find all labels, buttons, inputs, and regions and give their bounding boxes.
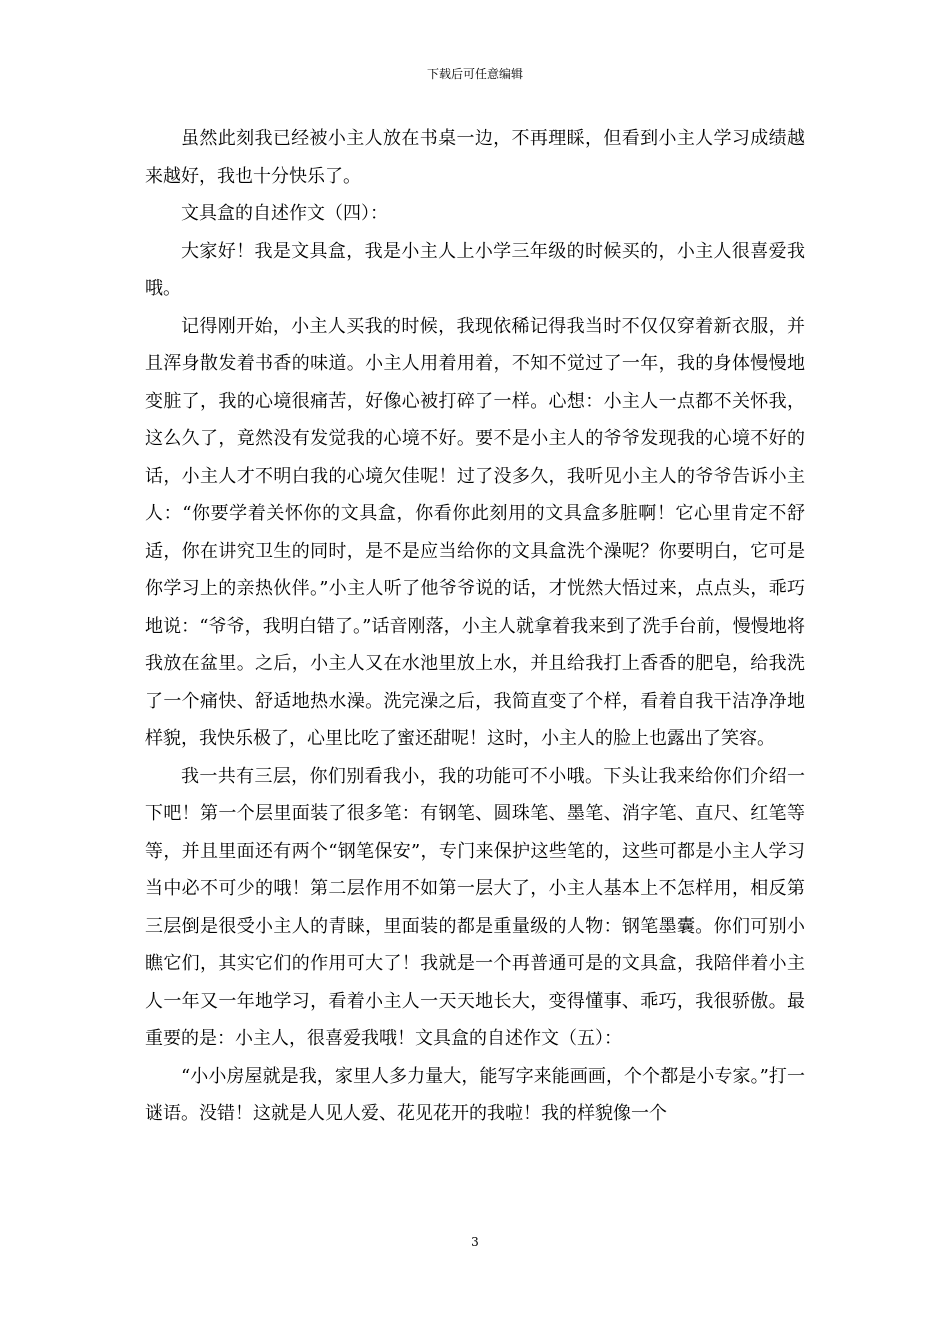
paragraph: 大家好！我是文具盒，我是小主人上小学三年级的时候买的，小主人很喜爱我哦。 [145, 240, 805, 299]
paragraph: 虽然此刻我已经被小主人放在书桌一边，不再理睬，但看到小主人学习成绩越来越好，我也十分快乐了。 [145, 128, 805, 187]
page-header: 下载后可任意编辑 [426, 67, 523, 81]
document-body [145, 120, 805, 1133]
paragraph: 我一共有三层，你们别看我小，我的功能可不小哦。下头让我来给你们介绍一下吧！第一个层里面装了很多笔：有钢笔、圆珠笔、墨笔、消字笔、直尺、红笔等等，并且里面还有两个“钢笔保安”，专门来保护这些笔的，这些可都是小主人学习当中必不可少的哦！第二层作用不如第一层大了，小主人基本上不怎样用，相反第三层倒是很受小主人的青睐，里面装的都是重量级的人物：钢笔墨囊。你们可别小瞧它们，其实它们的作用可大了！我就是一个再普通可是的文具盒，我陪伴着小主人一年又一年地学习，看着小主人一天天地长大，变得懂事、乖巧，我很骄傲。最重要的是：小主人，很喜爱我哦！文具盒的自述作文（五）： [145, 765, 805, 1049]
paragraph: 记得刚开始，小主人买我的时候，我现依稀记得我当时不仅仅穿着新衣服，并且浑身散发着书香的味道。小主人用着用着，不知不觉过了一年，我的身体慢慢地变脏了，我的心境很痛苦，好像心被打碎了一样。心想：小主人一点都不关怀我，这么久了，竟然没有发觉我的心境不好。要不是小主人的爷爷发现我的心境不好的话，小主人才不明白我的心境欠佳呢！过了没多久，我听见小主人的爷爷告诉小主人：“你要学着关怀你的文具盒，你看你此刻用的文具盒多脏啊！它心里肯定不舒适，你在讲究卫生的同时，是不是应当给你的文具盒洗个澡呢？你要明白，它可是你学习上的亲热伙伴。”小主人听了他爷爷说的话，才恍然大悟过来，点点头，乖巧地说：“爷爷，我明白错了。”话音刚落，小主人就拿着我来到了洗手台前，慢慢地将我放在盆里。之后，小主人又在水池里放上水，并且给我打上香香的肥皂，给我洗了一个痛快、舒适地热水澡。洗完澡之后，我简直变了个样，看着自我干洁净净地样貌，我快乐极了，心里比吃了蜜还甜呢！这时，小主人的脸上也露出了笑容。 [145, 315, 805, 749]
section-heading: 文具盒的自述作文（四）： [181, 203, 388, 224]
page-number: 3 [471, 1235, 479, 1249]
paragraph: “小小房屋就是我，家里人多力量大，能写字来能画画，个个都是小专家。”打一谜语。没错！这就是人见人爱、花见花开的我啦！我的样貌像一个 [145, 1065, 805, 1124]
